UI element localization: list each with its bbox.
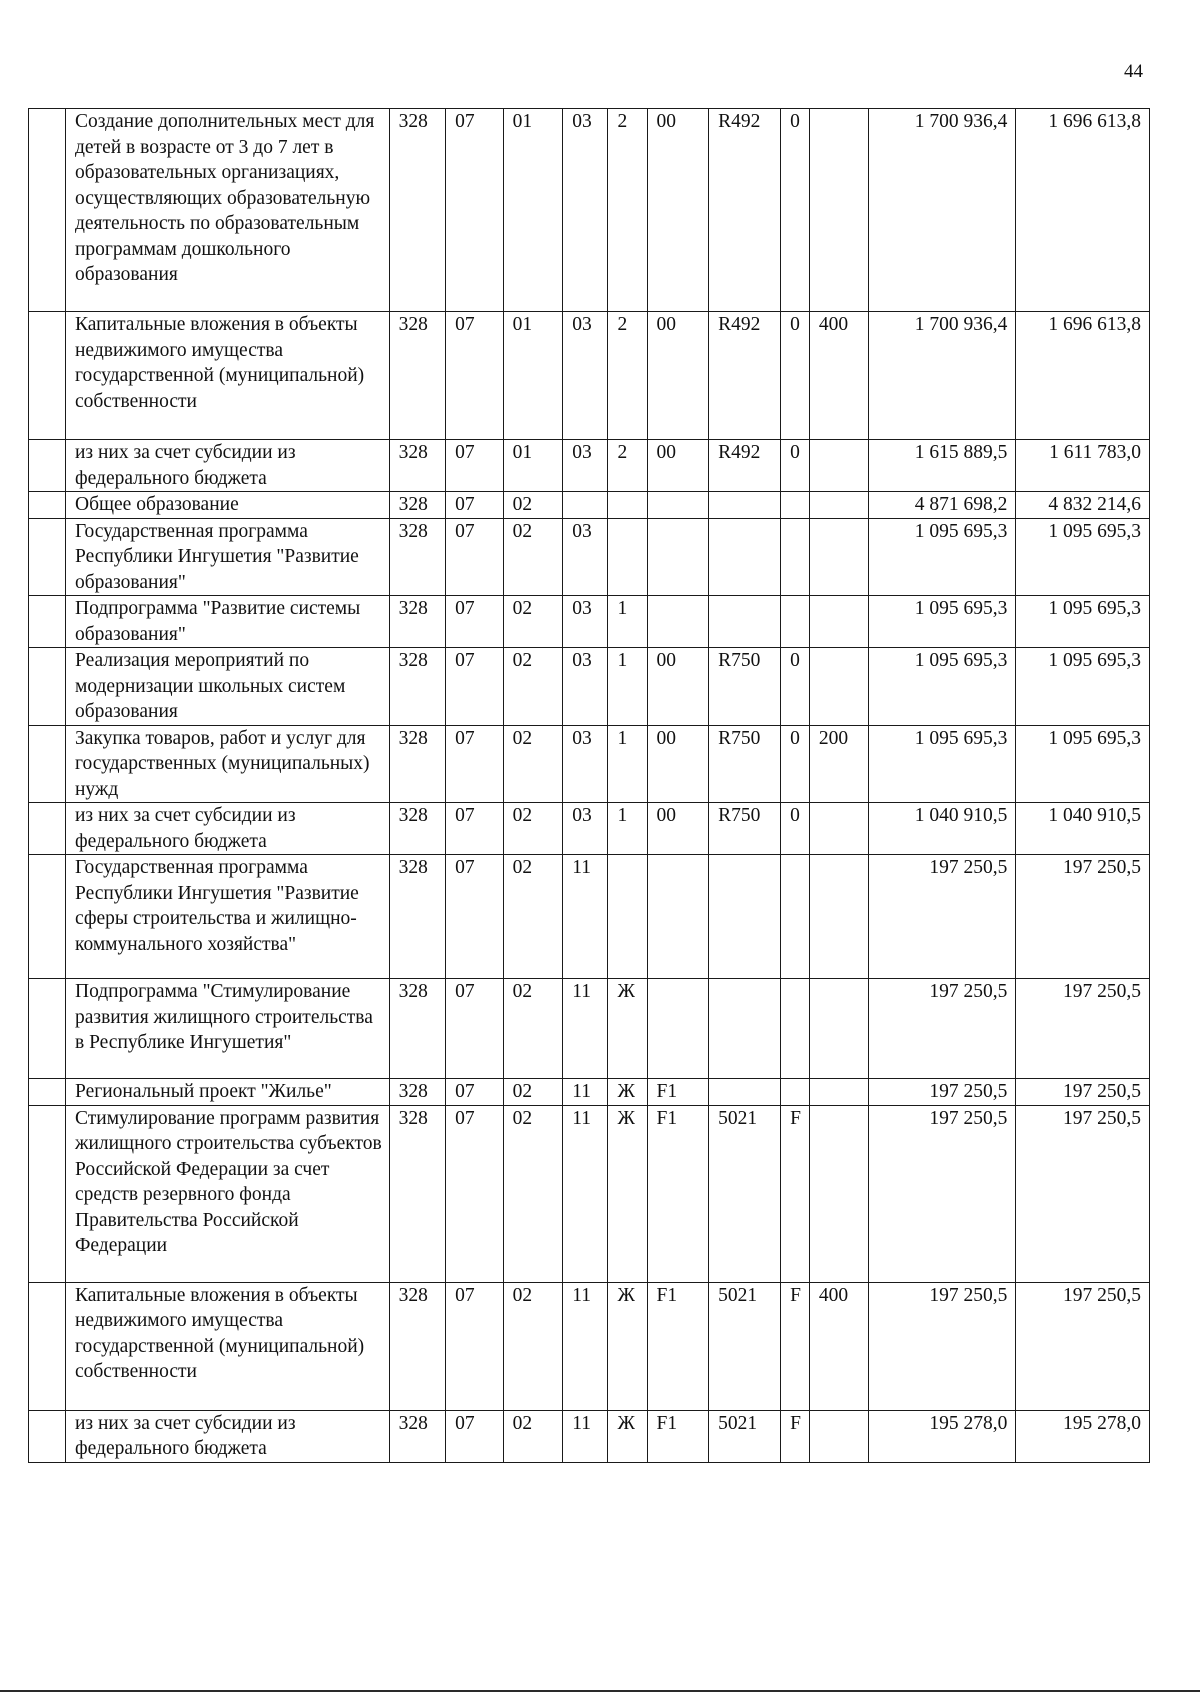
subprogram-code-cell: 2	[608, 440, 647, 492]
expense-type-code-cell	[809, 1105, 869, 1282]
amount-2-cell: 197 250,5	[1016, 979, 1150, 1079]
amount-1-cell: 1 700 936,4	[869, 312, 1016, 440]
item-name-cell: Капитальные вложения в объекты недвижимого имущества государственной (муниципальной) собственности	[65, 312, 389, 440]
subsection-code-cell: 02	[503, 855, 563, 979]
subprogram-code-cell: Ж	[608, 1410, 647, 1462]
section-code-cell: 07	[446, 1079, 504, 1106]
amount-1-cell: 4 871 698,2	[869, 492, 1016, 519]
subsection-code-cell: 02	[503, 492, 563, 519]
program-code-cell: 03	[563, 803, 608, 855]
direction-code-cell	[709, 855, 781, 979]
row-number-cell	[29, 725, 66, 803]
amount-2-cell: 197 250,5	[1016, 855, 1150, 979]
item-name-cell: Общее образование	[65, 492, 389, 519]
subprogram-code-cell: Ж	[608, 1079, 647, 1106]
section-code-cell: 07	[446, 1410, 504, 1462]
amount-1-cell: 1 095 695,3	[869, 596, 1016, 648]
direction-code-cell	[709, 596, 781, 648]
row-number-cell	[29, 492, 66, 519]
section-code-cell: 07	[446, 648, 504, 726]
event-code-cell: F1	[647, 1282, 709, 1410]
item-name-cell: Капитальные вложения в объекты недвижимого имущества государственной (муниципальной) собственности	[65, 1282, 389, 1410]
table-row	[29, 648, 1150, 726]
row-number-cell	[29, 518, 66, 596]
section-code-cell: 07	[446, 1282, 504, 1410]
amount-1-cell: 1 095 695,3	[869, 648, 1016, 726]
expense-type-code-cell	[809, 648, 869, 726]
table-row	[29, 725, 1150, 803]
ministry-code-cell: 328	[389, 518, 446, 596]
subprogram-code-cell: 1	[608, 725, 647, 803]
program-code-cell: 11	[563, 855, 608, 979]
section-code-cell: 07	[446, 440, 504, 492]
item-name-cell: Закупка товаров, работ и услуг для государственных (муниципальных) нужд	[65, 725, 389, 803]
row-number-cell	[29, 440, 66, 492]
subsection-code-cell: 02	[503, 1079, 563, 1106]
expense-type-code-cell	[809, 803, 869, 855]
section-code-cell: 07	[446, 979, 504, 1079]
section-code-cell: 07	[446, 1105, 504, 1282]
amount-1-cell: 197 250,5	[869, 979, 1016, 1079]
ministry-code-cell: 328	[389, 855, 446, 979]
table-row	[29, 855, 1150, 979]
event-code-cell: 00	[647, 312, 709, 440]
ministry-code-cell: 328	[389, 109, 446, 312]
sub-direction-code-cell	[781, 492, 810, 519]
event-code-cell: 00	[647, 725, 709, 803]
item-name-cell: Государственная программа Республики Ингушетия "Развитие сферы строительства и жилищно-коммунального хозяйства"	[65, 855, 389, 979]
item-name-cell: из них за счет субсидии из федерального бюджета	[65, 1410, 389, 1462]
program-code-cell	[563, 492, 608, 519]
table-row	[29, 979, 1150, 1079]
ministry-code-cell: 328	[389, 803, 446, 855]
expense-type-code-cell	[809, 1410, 869, 1462]
subprogram-code-cell	[608, 492, 647, 519]
expense-type-code-cell	[809, 109, 869, 312]
direction-code-cell: R750	[709, 803, 781, 855]
sub-direction-code-cell: F	[781, 1105, 810, 1282]
program-code-cell: 11	[563, 1105, 608, 1282]
sub-direction-code-cell	[781, 1079, 810, 1106]
page-number: 44	[1124, 61, 1143, 82]
subprogram-code-cell: Ж	[608, 979, 647, 1079]
table-row	[29, 803, 1150, 855]
direction-code-cell	[709, 979, 781, 1079]
item-name-cell: из них за счет субсидии из федерального бюджета	[65, 440, 389, 492]
section-code-cell: 07	[446, 855, 504, 979]
subsection-code-cell: 02	[503, 648, 563, 726]
subsection-code-cell: 02	[503, 979, 563, 1079]
row-number-cell	[29, 312, 66, 440]
amount-2-cell: 1 696 613,8	[1016, 312, 1150, 440]
expense-type-code-cell	[809, 440, 869, 492]
program-code-cell: 03	[563, 648, 608, 726]
event-code-cell: F1	[647, 1079, 709, 1106]
amount-1-cell: 197 250,5	[869, 1105, 1016, 1282]
table-row	[29, 1079, 1150, 1106]
subprogram-code-cell	[608, 855, 647, 979]
program-code-cell: 11	[563, 1410, 608, 1462]
sub-direction-code-cell	[781, 596, 810, 648]
event-code-cell: 00	[647, 648, 709, 726]
table-row	[29, 1282, 1150, 1410]
expense-type-code-cell	[809, 492, 869, 519]
subprogram-code-cell: 1	[608, 803, 647, 855]
amount-2-cell: 1 095 695,3	[1016, 518, 1150, 596]
section-code-cell: 07	[446, 312, 504, 440]
ministry-code-cell: 328	[389, 492, 446, 519]
event-code-cell	[647, 855, 709, 979]
subprogram-code-cell	[608, 518, 647, 596]
row-number-cell	[29, 1105, 66, 1282]
direction-code-cell: 5021	[709, 1105, 781, 1282]
table-row	[29, 518, 1150, 596]
item-name-cell: Региональный проект "Жилье"	[65, 1079, 389, 1106]
table-row	[29, 109, 1150, 312]
amount-1-cell: 197 250,5	[869, 1079, 1016, 1106]
item-name-cell: Подпрограмма "Развитие системы образования"	[65, 596, 389, 648]
subprogram-code-cell: 2	[608, 312, 647, 440]
expense-type-code-cell: 200	[809, 725, 869, 803]
direction-code-cell: 5021	[709, 1282, 781, 1410]
subprogram-code-cell: 1	[608, 596, 647, 648]
event-code-cell: 00	[647, 109, 709, 312]
program-code-cell: 03	[563, 725, 608, 803]
subsection-code-cell: 01	[503, 312, 563, 440]
direction-code-cell: R750	[709, 648, 781, 726]
section-code-cell: 07	[446, 492, 504, 519]
expense-type-code-cell	[809, 596, 869, 648]
row-number-cell	[29, 803, 66, 855]
program-code-cell: 03	[563, 109, 608, 312]
direction-code-cell	[709, 1079, 781, 1106]
program-code-cell: 11	[563, 1079, 608, 1106]
sub-direction-code-cell: 0	[781, 803, 810, 855]
amount-1-cell: 1 095 695,3	[869, 518, 1016, 596]
expense-type-code-cell	[809, 518, 869, 596]
table-row	[29, 1410, 1150, 1462]
row-number-cell	[29, 648, 66, 726]
amount-2-cell: 195 278,0	[1016, 1410, 1150, 1462]
item-name-cell: Создание дополнительных мест для детей в возрасте от 3 до 7 лет в образовательных организациях, осуществляющих образовательную деятельность по образовательным программам дошкольного образования	[65, 109, 389, 312]
row-number-cell	[29, 855, 66, 979]
amount-1-cell: 1 040 910,5	[869, 803, 1016, 855]
section-code-cell: 07	[446, 109, 504, 312]
expense-type-code-cell: 400	[809, 312, 869, 440]
ministry-code-cell: 328	[389, 1282, 446, 1410]
program-code-cell: 03	[563, 518, 608, 596]
amount-2-cell: 1 095 695,3	[1016, 596, 1150, 648]
direction-code-cell: R492	[709, 440, 781, 492]
event-code-cell	[647, 979, 709, 1079]
row-number-cell	[29, 1079, 66, 1106]
program-code-cell: 03	[563, 596, 608, 648]
amount-1-cell: 1 095 695,3	[869, 725, 1016, 803]
section-code-cell: 07	[446, 803, 504, 855]
ministry-code-cell: 328	[389, 1079, 446, 1106]
row-number-cell	[29, 109, 66, 312]
sub-direction-code-cell: 0	[781, 648, 810, 726]
amount-1-cell: 197 250,5	[869, 1282, 1016, 1410]
event-code-cell	[647, 596, 709, 648]
expense-type-code-cell	[809, 855, 869, 979]
expense-type-code-cell	[809, 979, 869, 1079]
direction-code-cell: R492	[709, 312, 781, 440]
sub-direction-code-cell: 0	[781, 440, 810, 492]
subsection-code-cell: 02	[503, 803, 563, 855]
expense-type-code-cell	[809, 1079, 869, 1106]
amount-1-cell: 1 700 936,4	[869, 109, 1016, 312]
event-code-cell: F1	[647, 1410, 709, 1462]
subsection-code-cell: 02	[503, 1282, 563, 1410]
sub-direction-code-cell: 0	[781, 725, 810, 803]
program-code-cell: 11	[563, 1282, 608, 1410]
direction-code-cell: R492	[709, 109, 781, 312]
table-body	[29, 109, 1150, 1463]
sub-direction-code-cell: 0	[781, 109, 810, 312]
direction-code-cell: 5021	[709, 1410, 781, 1462]
row-number-cell	[29, 1410, 66, 1462]
expense-type-code-cell: 400	[809, 1282, 869, 1410]
program-code-cell: 03	[563, 440, 608, 492]
section-code-cell: 07	[446, 596, 504, 648]
ministry-code-cell: 328	[389, 1410, 446, 1462]
event-code-cell: 00	[647, 803, 709, 855]
subsection-code-cell: 02	[503, 1105, 563, 1282]
subprogram-code-cell: 1	[608, 648, 647, 726]
row-number-cell	[29, 979, 66, 1079]
item-name-cell: Подпрограмма "Стимулирование развития жилищного строительства в Республике Ингушетия"	[65, 979, 389, 1079]
event-code-cell	[647, 518, 709, 596]
subsection-code-cell: 01	[503, 440, 563, 492]
sub-direction-code-cell	[781, 518, 810, 596]
ministry-code-cell: 328	[389, 312, 446, 440]
direction-code-cell: R750	[709, 725, 781, 803]
section-code-cell: 07	[446, 725, 504, 803]
amount-2-cell: 1 095 695,3	[1016, 648, 1150, 726]
amount-2-cell: 1 611 783,0	[1016, 440, 1150, 492]
subprogram-code-cell: Ж	[608, 1105, 647, 1282]
table-row	[29, 1105, 1150, 1282]
amount-2-cell: 4 832 214,6	[1016, 492, 1150, 519]
row-number-cell	[29, 596, 66, 648]
amount-2-cell: 197 250,5	[1016, 1079, 1150, 1106]
subprogram-code-cell: Ж	[608, 1282, 647, 1410]
amount-2-cell: 197 250,5	[1016, 1105, 1150, 1282]
subsection-code-cell: 01	[503, 109, 563, 312]
amount-1-cell: 1 615 889,5	[869, 440, 1016, 492]
subsection-code-cell: 02	[503, 725, 563, 803]
amount-2-cell: 1 040 910,5	[1016, 803, 1150, 855]
ministry-code-cell: 328	[389, 725, 446, 803]
direction-code-cell	[709, 518, 781, 596]
sub-direction-code-cell	[781, 855, 810, 979]
ministry-code-cell: 328	[389, 596, 446, 648]
amount-2-cell: 197 250,5	[1016, 1282, 1150, 1410]
event-code-cell	[647, 492, 709, 519]
sub-direction-code-cell: 0	[781, 312, 810, 440]
row-number-cell	[29, 1282, 66, 1410]
program-code-cell: 11	[563, 979, 608, 1079]
amount-1-cell: 197 250,5	[869, 855, 1016, 979]
sub-direction-code-cell: F	[781, 1282, 810, 1410]
subsection-code-cell: 02	[503, 518, 563, 596]
budget-table	[28, 108, 1150, 1463]
event-code-cell: F1	[647, 1105, 709, 1282]
table-row	[29, 492, 1150, 519]
ministry-code-cell: 328	[389, 440, 446, 492]
sub-direction-code-cell: F	[781, 1410, 810, 1462]
subprogram-code-cell: 2	[608, 109, 647, 312]
subsection-code-cell: 02	[503, 1410, 563, 1462]
table-row	[29, 596, 1150, 648]
item-name-cell: из них за счет субсидии из федерального бюджета	[65, 803, 389, 855]
event-code-cell: 00	[647, 440, 709, 492]
sub-direction-code-cell	[781, 979, 810, 1079]
table-row	[29, 312, 1150, 440]
item-name-cell: Государственная программа Республики Ингушетия "Развитие образования"	[65, 518, 389, 596]
program-code-cell: 03	[563, 312, 608, 440]
ministry-code-cell: 328	[389, 648, 446, 726]
amount-2-cell: 1 095 695,3	[1016, 725, 1150, 803]
direction-code-cell	[709, 492, 781, 519]
subsection-code-cell: 02	[503, 596, 563, 648]
amount-2-cell: 1 696 613,8	[1016, 109, 1150, 312]
section-code-cell: 07	[446, 518, 504, 596]
ministry-code-cell: 328	[389, 979, 446, 1079]
item-name-cell: Реализация мероприятий по модернизации школьных систем образования	[65, 648, 389, 726]
table-row	[29, 440, 1150, 492]
ministry-code-cell: 328	[389, 1105, 446, 1282]
amount-1-cell: 195 278,0	[869, 1410, 1016, 1462]
item-name-cell: Стимулирование программ развития жилищного строительства субъектов Российской Федерации за счет средств резервного фонда Правительства Российской Федерации	[65, 1105, 389, 1282]
page-edge-line	[0, 1690, 1200, 1692]
